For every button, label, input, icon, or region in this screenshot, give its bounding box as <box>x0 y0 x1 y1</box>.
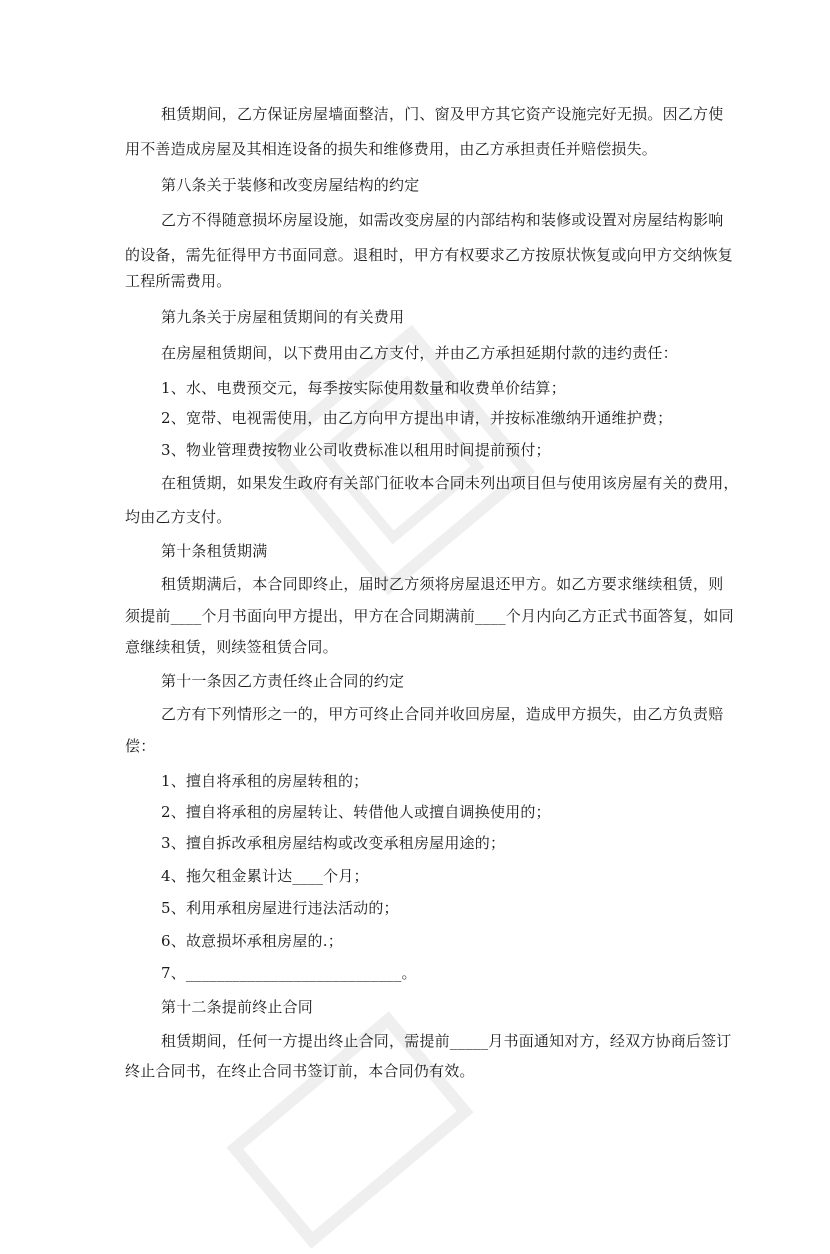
text-line: 2、擅自将承租的房屋转让、转借他人或擅自调换使用的； <box>161 803 551 821</box>
text-line: 均由乙方支付。 <box>125 508 232 526</box>
text-line: 1、水、电费预交元，每季按实际使用数量和收费单价结算； <box>161 379 566 397</box>
text-line: 在房屋租赁期间，以下费用由乙方支付，并由乙方承担延期付款的违约责任： <box>161 344 678 362</box>
text-line: 偿： <box>125 737 156 755</box>
text-line: 4、拖欠租金累计达____个月； <box>161 867 369 885</box>
text-line: 的设备，需先征得甲方书面同意。退租时，甲方有权要求乙方按原状恢复或向甲方交纳恢复 <box>125 246 734 264</box>
text-line: 须提前____个月书面向甲方提出，甲方在合同期满前____个月内向乙方正式书面答复，如同 <box>125 607 734 625</box>
text-line: 乙方不得随意损坏房屋设施，如需改变房屋的内部结构和装修或设置对房屋结构影响 <box>161 211 724 229</box>
text-line: 第十二条提前终止合同 <box>161 998 314 1016</box>
text-line: 第十一条因乙方责任终止合同的约定 <box>161 672 405 690</box>
text-line: 1、擅自将承租的房屋转租的； <box>161 772 369 790</box>
text-line: 6、故意损坏承租房屋的.； <box>161 932 343 950</box>
text-line: 5、利用承租房屋进行违法活动的； <box>161 899 399 917</box>
text-line: 3、擅自拆改承租房屋结构或改变承租房屋用途的； <box>161 834 506 852</box>
text-line: 乙方有下列情形之一的，甲方可终止合同并收回房屋，造成甲方损失，由乙方负责赔 <box>161 705 724 723</box>
text-line: 租赁期间，任何一方提出终止合同，需提前_____月书面通知对方，经双方协商后签订 <box>161 1032 732 1050</box>
text-line: 工程所需费用。 <box>125 272 232 290</box>
text-line: 租赁期满后，本合同即终止，届时乙方须将房屋退还甲方。如乙方要求继续租赁，则 <box>161 575 724 593</box>
text-line: 用不善造成房屋及其相连设备的损失和维修费用，由乙方承担责任并赔偿损失。 <box>125 140 658 158</box>
text-line: 终止合同书，在终止合同书签订前，本合同仍有效。 <box>125 1062 475 1080</box>
text-line: 第九条关于房屋租赁期间的有关费用 <box>161 308 405 326</box>
text-line: 第八条关于装修和改变房屋结构的约定 <box>161 176 420 194</box>
text-line: 7、____________________________。 <box>161 964 417 982</box>
text-line: 租赁期间，乙方保证房屋墙面整洁，门、窗及甲方其它资产设施完好无损。因乙方使 <box>161 105 724 123</box>
text-line: 2、宽带、电视需使用，由乙方向甲方提出申请，并按标准缴纳开通维护费； <box>161 409 673 427</box>
text-line: 意继续租赁，则续签租赁合同。 <box>125 638 338 656</box>
text-line: 3、物业管理费按物业公司收费标准以租用时间提前预付； <box>161 441 551 459</box>
text-line: 第十条租赁期满 <box>161 542 268 560</box>
text-line: 在租赁期，如果发生政府有关部门征收本合同未列出项目但与使用该房屋有关的费用， <box>161 474 739 492</box>
